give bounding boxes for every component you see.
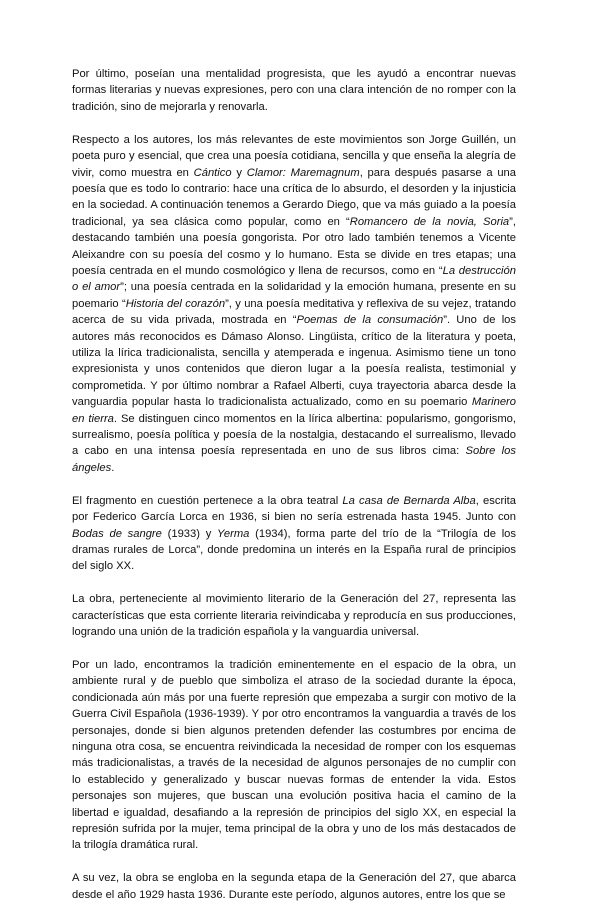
work-title: Clamor: Maremagnum [246, 166, 360, 179]
text-segment: ”, destacando también una poesía gongorista. Por otro lado también tenemos a Vicente Aleixandre con su poesía del cosmo y lo humano. Esta se divide en tres etapas; una poesía centrada en el mundo cosmológico y llena de recursos, como en “ [72, 215, 516, 277]
text-segment: . [111, 461, 115, 474]
text-segment: (1933) y [161, 527, 218, 540]
paragraph-second-stage [72, 870, 516, 903]
text-segment: , escrita por Federico García Lorca en 1936, si bien no sería estrenada hasta 1945. Junto con [72, 494, 516, 524]
text-segment: y [231, 166, 247, 179]
text-segment: El fragmento en cuestión pertenece a la obra teatral [72, 494, 343, 507]
work-title: Yerma [217, 527, 250, 540]
text-segment: ”; una poesía centrada en la solidaridad y la emoción humana, presente en su poemario “ [72, 281, 516, 310]
text-segment: Por último, poseían una mentalidad progresista, que les ayudó a encontrar nuevas formas literarias y nuevas expresiones, pero con una clara intención de no romper con la tradición, sino de mejorarla y renovarla. [72, 68, 516, 113]
work-title: La casa de Bernarda Alba [342, 494, 476, 507]
work-title: Historia del corazón [125, 297, 226, 310]
work-title: Sobre los ángeles [72, 445, 516, 474]
work-title: Cántico [193, 166, 232, 179]
text-segment: Respecto a los autores, los más relevantes de este movimientos son Jorge Guillén, un poeta puro y esencial, que crea una poesía cotidiana, sencilla y que enseña la alegría de vivir, como muestra en [72, 133, 516, 179]
text-segment: Por un lado, encontramos la tradición eminentemente en el espacio de la obra, un ambiente rural y de pueblo que simboliza el atraso de la sociedad durante la época, condicionada aún más por una fuerte represión que empezaba a surgir con motivo de la Guerra Civil Española (1936-1939). Y por otro encontramos la vanguardia a través de los personajes, donde si bien algunos pretenden defender las costumbres por encima de ninguna otra cosa, se encuentra reivindicada la necesidad de romper con los esquemas más tradicionalistas, a través de la necesidad de algunos personajes de no cumplir con lo establecido y generalizado y buscar nuevas formas de entender la vida. Estos personajes son mujeres, que buscan una evolución positiva hacia el camino de la libertad e igualdad, desafiando a la represión de principios del siglo XX, en especial la represión sufrida por la mujer, tema principal de la obra y uno de los más destacados de la trilogía dramática rural. [72, 659, 516, 852]
text-segment: A su vez, la obra se engloba en la segunda etapa de la Generación del 27, que abarca desde el año 1929 hasta 1936. Durante este período, algunos autores, entre los que se [72, 872, 516, 901]
text-segment: ”, y una poesía meditativa y reflexiva de su vejez, tratando acerca de su vida privada, mostrada en “ [72, 297, 517, 327]
work-title: Romancero de la novia, Soria [349, 215, 510, 228]
work-title: Poemas de la consumación [296, 314, 444, 327]
text-segment: , para después pasarse a una poesía que es todo lo contrario: hace una crítica de lo absurdo, el desorden y la injusticia en la sociedad. A continuación tenemos a Gerardo Diego, que va más guiado a la poesía tradicional, ya sea clásica como popular, como en “ [72, 166, 517, 228]
paragraph-tradition-vanguard [72, 657, 516, 854]
paragraph-progressive-mentality [72, 66, 516, 115]
paragraph-generation-27 [72, 591, 516, 640]
paragraph-authors [72, 132, 516, 477]
work-title: Bodas de sangre [72, 527, 162, 540]
text-segment: . Se distinguen cinco momentos en la lírica albertina: popularismo, gongorismo, surrealismo, poesía política y poesía de la nostalgia, destacando el surrealismo, llevado a cabo en una intensa poesía representada en uno de sus libros cima: [72, 412, 516, 458]
text-segment: (1934), forma parte del trío de la “Trilogía de los dramas rurales de Lorca”, donde predomina un interés en la España rural de principios del siglo XX. [72, 527, 516, 573]
paragraph-fragment-context [72, 493, 516, 575]
text-segment: La obra, perteneciente al movimiento literario de la Generación del 27, representa las características que esta corriente literaria reivindicaba y reproducía en sus producciones, logrando una unión de la tradición española y la vanguardia universal. [72, 593, 516, 639]
work-title: Marinero en tierra [72, 396, 516, 425]
text-segment: ”. Uno de los autores más reconocidos es Dámaso Alonso. Lingüista, crítico de la literatura y poeta, utiliza la lírica tradicionalista, sencilla y atemperada e ingenua. Asimismo tiene un tono expresionista y unos contenidos que dieron lugar a la poesía realista, testimonial y comprometida. Y por último nombrar a Rafael Alberti, cuya trayectoria abarca desde la vanguardia popular hasta lo tradicionalista actualizado, como en su poemario [72, 314, 516, 409]
work-title: La destrucción o el amor [72, 264, 516, 294]
